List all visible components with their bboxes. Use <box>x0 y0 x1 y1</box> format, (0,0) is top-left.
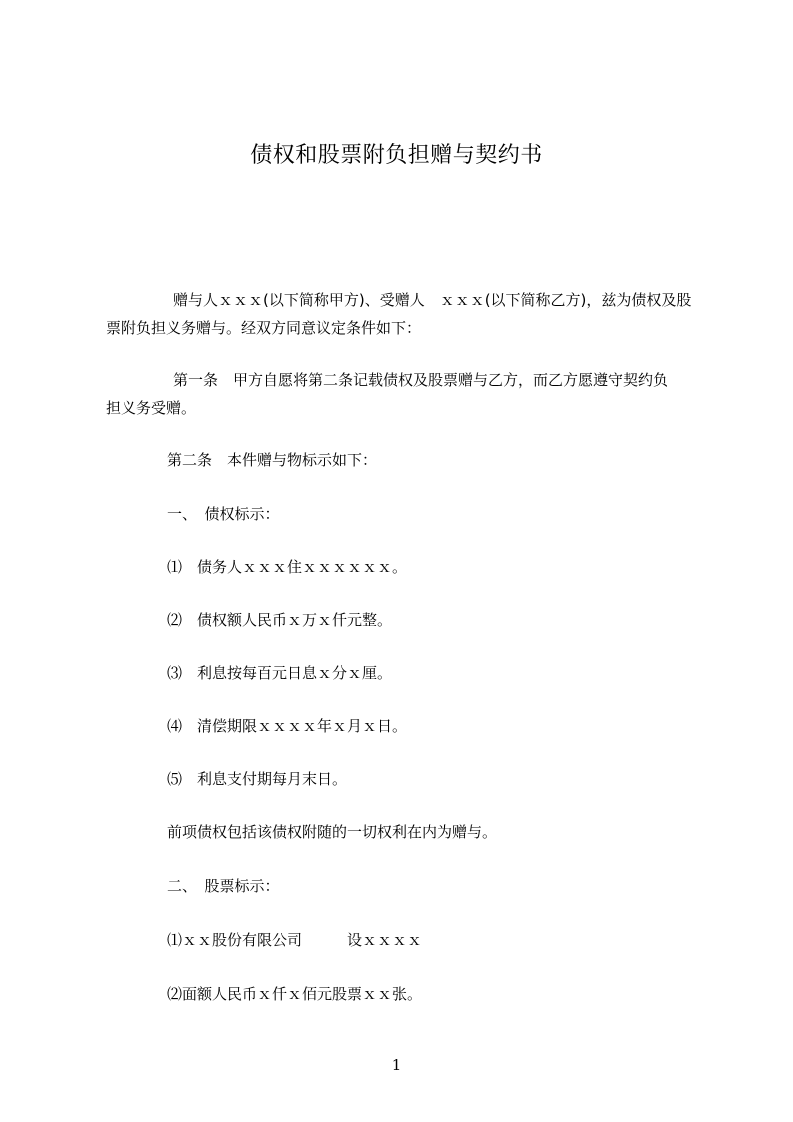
article-1-line-2: 担义务受赠。 <box>106 399 197 417</box>
page-number: 1 <box>391 1056 402 1074</box>
debt-item: ⑸ 利息支付期每月末日。 <box>167 770 348 788</box>
debt-item: ⑶ 利息按每百元日息ｘ分ｘ厘。 <box>167 664 393 682</box>
article-2: 第二条 本件赠与物标示如下： <box>167 451 378 469</box>
intro-paragraph-line-1: 赠与人ｘｘｘ(以下简称甲方)、受赠人 ｘｘｘ(以下简称乙方)，兹为债权及股 <box>173 291 692 309</box>
article-1-line-1: 第一条 甲方自愿将第二条记载债权及股票赠与乙方，而乙方愿遵守契约负 <box>173 371 669 389</box>
intro-paragraph-line-2: 票附负担义务赠与。经双方同意议定条件如下： <box>106 319 422 337</box>
debt-item: ⑵ 债权额人民币ｘ万ｘ仟元整。 <box>167 611 393 629</box>
stock-item: ⑴ｘｘ股份有限公司 设ｘｘｘｘ <box>167 931 423 949</box>
section-2-heading: 二、 股票标示： <box>167 877 280 895</box>
document-title: 债权和股票附负担赠与契约书 <box>250 143 543 168</box>
section-1-heading: 一、 债权标示： <box>167 505 280 523</box>
stock-item: ⑵面额人民币ｘ仟ｘ佰元股票ｘｘ张。 <box>167 985 423 1003</box>
debt-item: ⑴ 债务人ｘｘｘ住ｘｘｘｘｘｘ。 <box>167 558 408 576</box>
debt-note: 前项债权包括该债权附随的一切权利在内为赠与。 <box>167 823 498 841</box>
debt-item: ⑷ 清偿期限ｘｘｘｘ年ｘ月ｘ日。 <box>167 717 408 735</box>
